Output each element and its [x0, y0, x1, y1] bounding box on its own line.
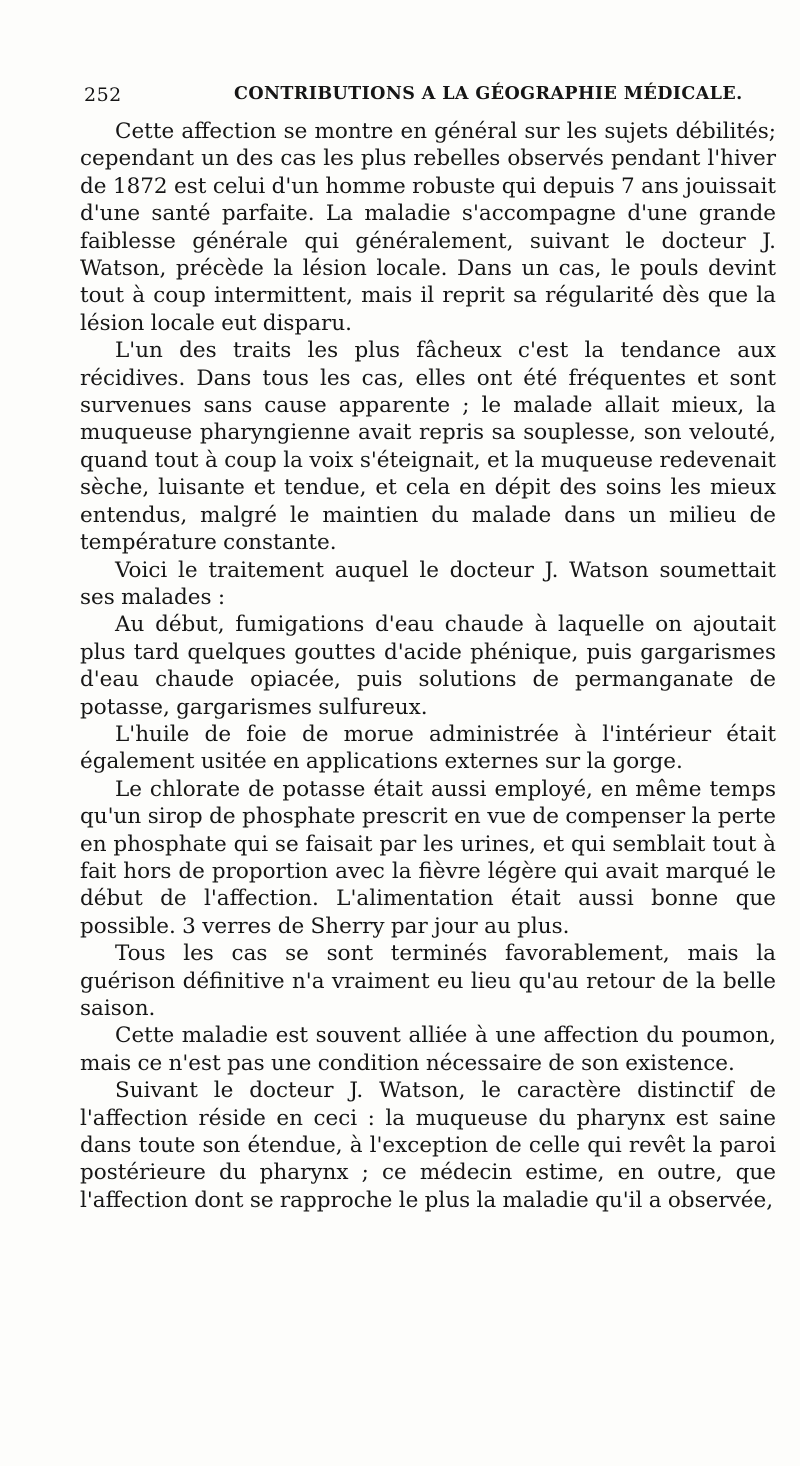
paragraph: Cette affection se montre en général sur les sujets débilités; cependant un des cas les plus rebelles observés pendant l'hiver de 1872 est celui d'un homme robuste qui depuis 7 ans jouissait d'une santé parfaite. La maladie s'accompagne d'une grande faiblesse générale qui généralement, suivant le docteur J. Watson, précède la lésion locale. Dans un cas, le pouls devint tout à coup intermittent, mais il reprit sa régularité dès que la lésion locale eut disparu. [80, 119, 776, 336]
body-text [80, 118, 776, 1214]
paragraph: Voici le traitement auquel le docteur J. Watson soumettait ses malades : [80, 557, 776, 610]
running-title: CONTRIBUTIONS A LA GÉOGRAPHIE MÉDICALE. [234, 84, 743, 104]
paragraph: Suivant le docteur J. Watson, le caractère distinctif de l'affection réside en ceci : la muqueuse du pharynx est saine dans toute son étendue, à l'exception de celle qui revêt la paroi postérieure du pharynx ; ce médecin estime, en outre, que l'affection dont se rapproche le plus la maladie qu'il a observée, [80, 1078, 776, 1213]
page-number: 252 [84, 84, 122, 106]
paragraph: L'un des traits les plus fâcheux c'est la tendance aux récidives. Dans tous les cas, elles ont été fréquentes et sont survenues sans cause apparente ; le malade allait mieux, la muqueuse pharyngienne avait repris sa souplesse, son velouté, quand tout à coup la voix s'éteignait, et la muqueuse redevenait sèche, luisante et tendue, et cela en dépit des soins les mieux entendus, malgré le maintien du malade dans un milieu de température constante. [80, 338, 776, 556]
paragraph: Au début, fumigations d'eau chaude à laquelle on ajoutait plus tard quelques gouttes d'acide phénique, puis gargarismes d'eau chaude opiacée, puis solutions de permanganate de potasse, gargarismes sulfureux. [80, 612, 776, 720]
paragraph: Le chlorate de potasse était aussi employé, en même temps qu'un sirop de phosphate prescrit en vue de compenser la perte en phosphate qui se faisait par les urines, et qui semblait tout à fait hors de proportion avec la fièvre légère qui avait marqué le début de l'affection. L'alimentation était aussi bonne que possible. 3 verres de Sherry par jour au plus. [80, 776, 776, 939]
paragraph: Tous les cas se sont terminés favorablement, mais la guérison définitive n'a vraiment eu lieu qu'au retour de la belle saison. [80, 941, 776, 1021]
page-header [84, 84, 774, 114]
paragraph: L'huile de foie de morue administrée à l'intérieur était également usitée en applications externes sur la gorge. [80, 721, 776, 775]
paragraph: Cette maladie est souvent alliée à une affection du poumon, mais ce n'est pas une condition nécessaire de son existence. [80, 1023, 776, 1076]
